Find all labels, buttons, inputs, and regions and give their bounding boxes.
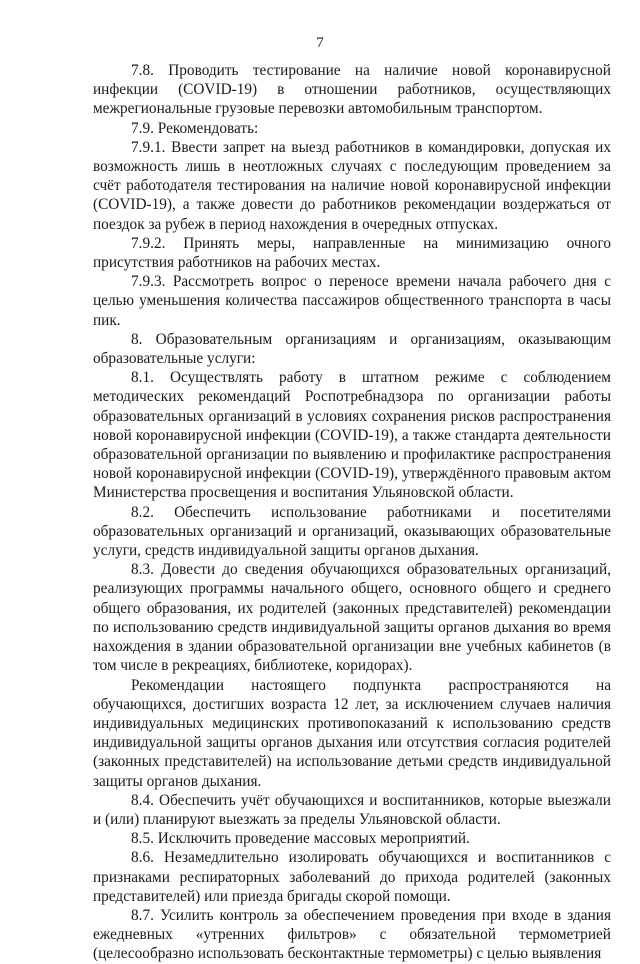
paragraph-8-3-note: Рекомендации настоящего подпункта распространяются на обучающихся, достигших возраста 12 лет, за исключением случаев наличия индивидуальных медицинских противопоказаний к использованию средств индивидуальной защиты органов дыхания или отсутствия согласия родителей (законных представителей) на использование детьми средств индивидуальной защиты органов дыхания. [93,676,611,790]
paragraph-8-7: 8.7. Усилить контроль за обеспечением проведения при входе в здания ежедневных «утренних фильтров» с обязательной термометрией (целесообразно использовать бесконтактные термометры) с целью выявления [93,906,611,963]
paragraph-8-3: 8.3. Довести до сведения обучающихся образовательных организаций, реализующих программы начального общего, основного общего и среднего общего образования, их родителей (законных представителей) рекомендации по использованию средств индивидуальной защиты органов дыхания во время нахождения в здании образовательной организации вне учебных кабинетов (в том числе в рекреациях, библиотеке, коридорах). [93,561,611,675]
paragraph-7-9-2: 7.9.2. Принять меры, направленные на минимизацию очного присутствия работников на рабочих местах. [93,234,611,272]
paragraph-7-9-3: 7.9.3. Рассмотреть вопрос о переносе времени начала рабочего дня с целью уменьшения количества пассажиров общественного транспорта в часы пик. [93,273,611,329]
paragraph-7-8: 7.8. Проводить тестирование на наличие новой коронавирусной инфекции (COVID-19) в отношении работников, осуществляющих межрегиональные грузовые перевозки автомобильным транспортом. [93,62,611,118]
document-body [93,61,611,964]
paragraph-8-4: 8.4. Обеспечить учёт обучающихся и воспитанников, которые выезжали и (или) планируют выезжать за пределы Ульяновской области. [93,791,611,828]
paragraph-8: 8. Образовательным организациям и организациям, оказывающим образовательные услуги: [93,330,611,368]
paragraph-8-6: 8.6. Незамедлительно изолировать обучающихся и воспитанников с признаками респираторных заболеваний до прихода родителей (законных представителей) или приезда бригады скорой помощи. [93,849,611,905]
paragraph-8-1: 8.1. Осуществлять работу в штатном режиме с соблюдением методических рекомендаций Роспотребнадзора по организации работы образовательных организаций в условиях сохранения рисков распространения новой коронавирусной инфекции (COVID-19), а также стандарта деятельности образовательной организации по выявлению и профилактике распространения новой коронавирусной инфекции (COVID-19), утверждённого правовым актом Министерства просвещения и воспитания Ульяновской области. [93,369,611,502]
paragraph-8-5: 8.5. Исключить проведение массовых мероприятий. [131,830,470,848]
paragraph-8-2: 8.2. Обеспечить использование работниками и посетителями образовательных организаций и организаций, оказывающих образовательные услуги, средств индивидуальной защиты органов дыхания. [93,503,611,560]
paragraph-7-9-1: 7.9.1. Ввести запрет на выезд работников в командировки, допуская их возможность лишь в неотложных случаях с последующим проведением за счёт работодателя тестирования на наличие новой коронавирусной инфекции (COVID-19), а также довести до работников рекомендации воздержаться от поездок за рубеж в период нахождения в очередных отпусках. [93,138,611,233]
paragraph-7-9: 7.9. Рекомендовать: [131,119,259,137]
page-number: 7 [316,35,324,51]
